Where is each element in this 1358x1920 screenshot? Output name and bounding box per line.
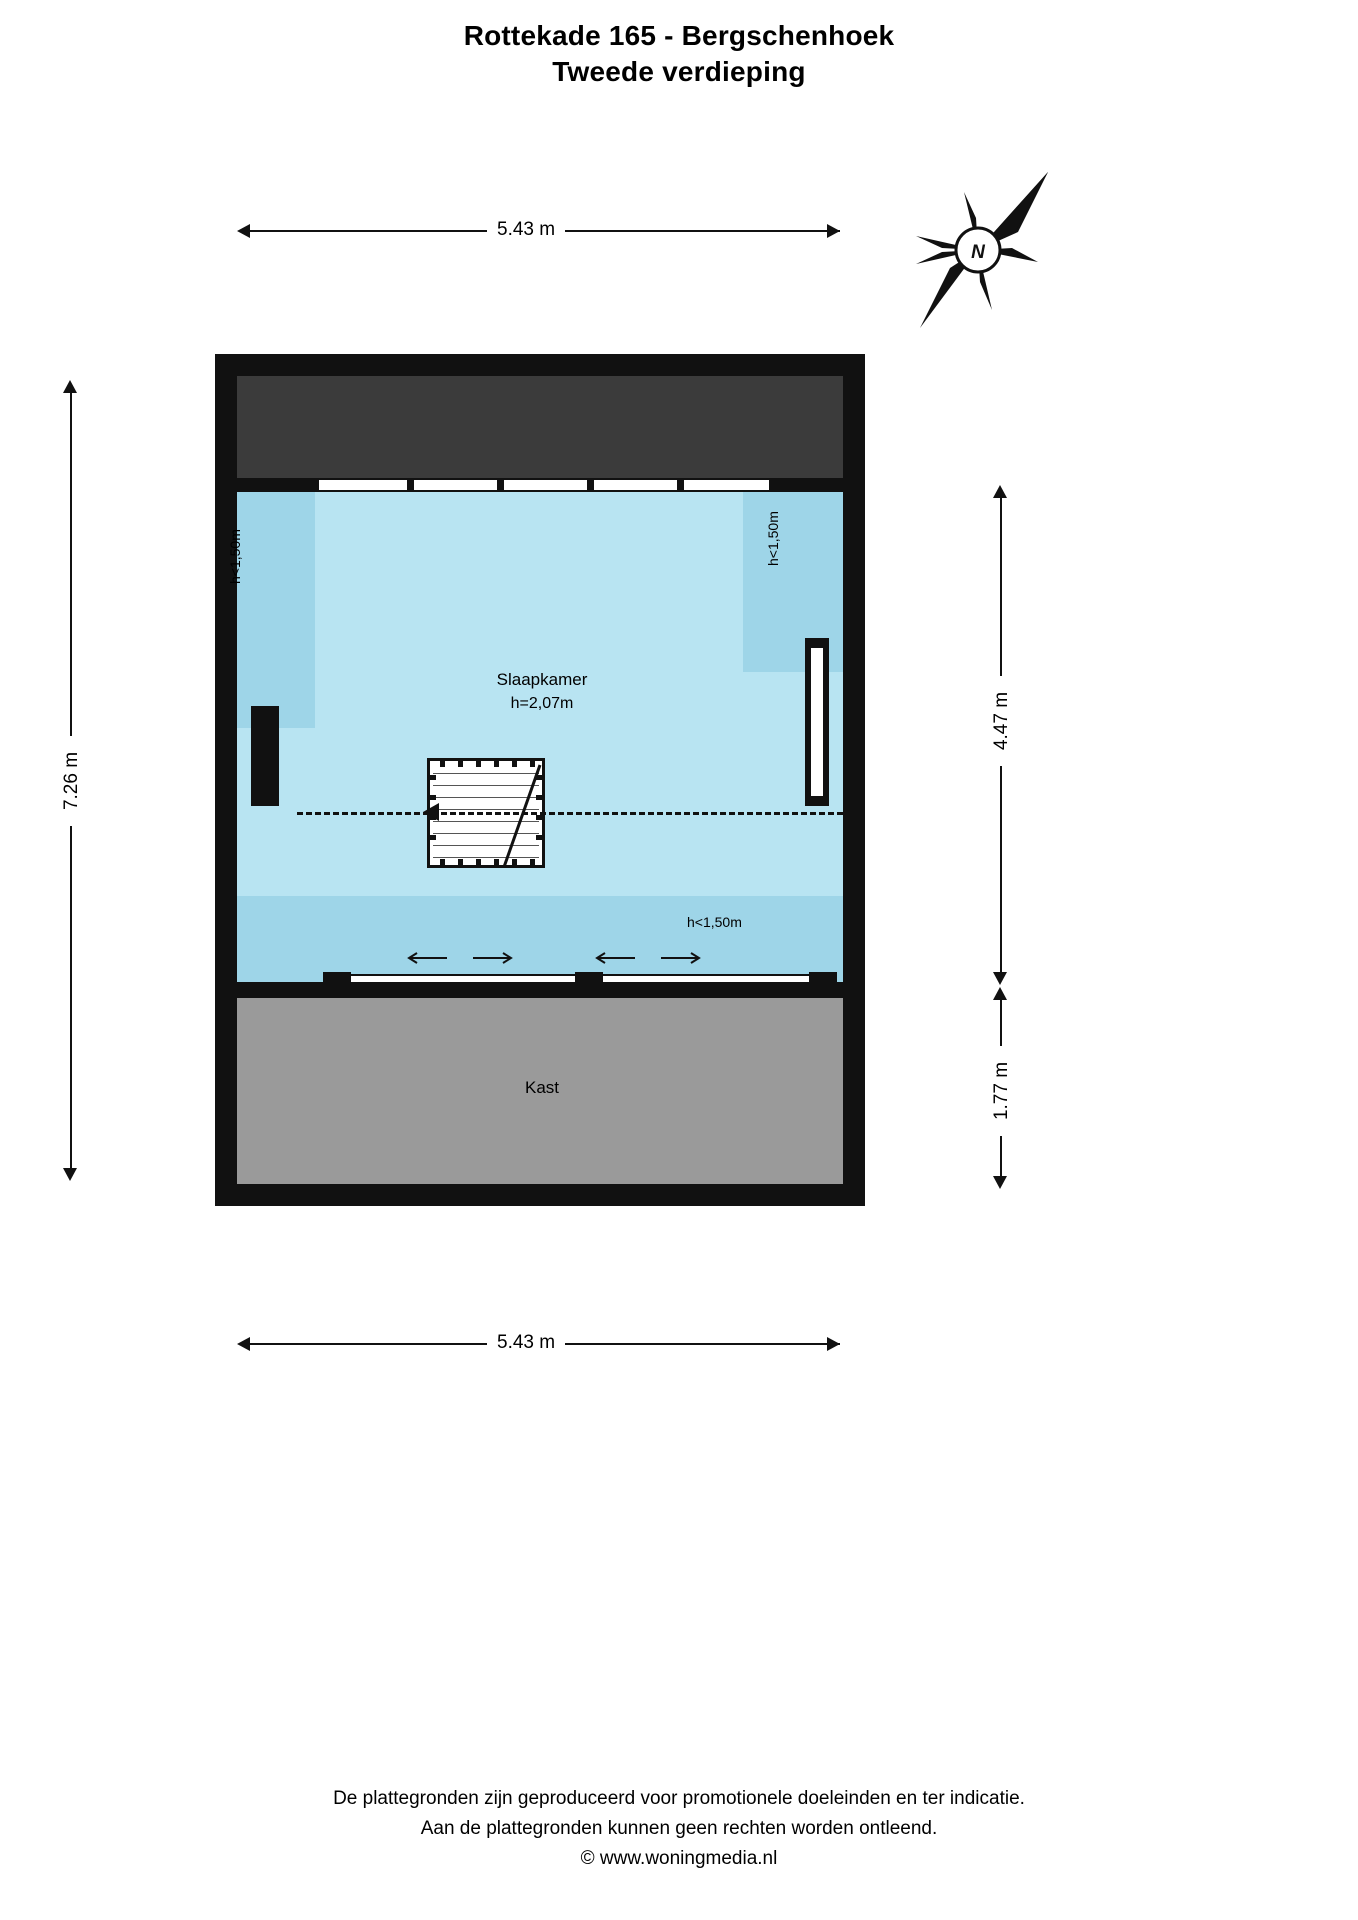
section-cut-line [297, 812, 843, 815]
arrow-up-icon [63, 380, 77, 393]
wall-stub-right-opening [811, 648, 823, 796]
stair-notch [429, 835, 436, 840]
dimension-right-upper-label: 4.47 m [981, 676, 1023, 766]
dimension-bottom-width-label: 5.43 m [487, 1332, 565, 1354]
room-label-slaapkamer [417, 668, 667, 716]
stair-notch [440, 760, 445, 767]
stair-notch [494, 859, 499, 866]
window-mullion [587, 480, 594, 490]
dimension-top-width-label: 5.43 m [487, 219, 565, 241]
floor-plan [215, 354, 865, 1206]
roof-void-area [237, 376, 843, 478]
arrow-down-icon [63, 1168, 77, 1181]
low-ceiling-note-left: h<1,50m [227, 529, 243, 584]
section-arrow-icon [423, 803, 439, 821]
wall-stub-left [251, 706, 279, 806]
interior-area [227, 376, 843, 1184]
arrow-right-icon [827, 1337, 840, 1351]
stair-notch [429, 795, 436, 800]
footer-line-2: Aan de plattegronden kunnen geen rechten worden ontleend. [420, 1818, 938, 1839]
low-ceiling-note-bottom: h<1,50m [687, 914, 742, 930]
low-ceiling-note-right: h<1,50m [765, 511, 781, 566]
arrow-up-icon [993, 485, 1007, 498]
door-direction-arrows [397, 948, 717, 968]
stair-notch [458, 760, 463, 767]
stair-notch [429, 775, 436, 780]
arrow-down-icon [993, 1176, 1007, 1189]
stair-notch [440, 859, 445, 866]
compass-north-label: N [971, 242, 985, 263]
arrow-left-icon [237, 1337, 250, 1351]
dormer-window-top [319, 478, 769, 492]
arrow-right-icon [827, 224, 840, 238]
room-height: h=2,07m [510, 695, 574, 712]
stair-direction-line [430, 761, 548, 871]
room-name: Kast [524, 1078, 560, 1097]
room-label-kast [417, 1076, 667, 1100]
title-floor: Tweede verdieping [552, 56, 806, 87]
stair-notch [536, 815, 543, 820]
interior-wall-closet [237, 982, 843, 998]
stair-notch [494, 760, 499, 767]
stair-notch [536, 835, 543, 840]
low-ceiling-zone-bottom [237, 896, 843, 982]
stair-notch [458, 859, 463, 866]
window-mullion [497, 480, 504, 490]
window-mullion [677, 480, 684, 490]
stair-notch [536, 795, 543, 800]
stair-notch [530, 859, 535, 866]
page-title [0, 18, 1358, 90]
footer-copyright: © www.woningmedia.nl [580, 1848, 778, 1869]
room-name: Slaapkamer [496, 670, 588, 689]
stair-notch [476, 859, 481, 866]
arrow-down-icon [993, 972, 1007, 985]
footer-disclaimer [0, 1784, 1358, 1874]
dimension-right-lower-label: 1.77 m [981, 1046, 1023, 1136]
arrow-left-icon [237, 224, 250, 238]
dimension-left-height-label: 7.26 m [51, 736, 93, 826]
title-address: Rottekade 165 - Bergschenhoek [463, 20, 895, 51]
stair-notch [512, 859, 517, 866]
footer-line-1: De plattegronden zijn geproduceerd voor promotionele doeleinden en ter indicatie. [333, 1788, 1025, 1809]
compass-rose [898, 170, 1058, 330]
arrow-up-icon [993, 987, 1007, 1000]
stair-notch [476, 760, 481, 767]
stair-notch [530, 760, 535, 767]
low-ceiling-zone-left [237, 492, 315, 728]
window-mullion [407, 480, 414, 490]
stair-notch [512, 760, 517, 767]
stair-notch [536, 775, 543, 780]
